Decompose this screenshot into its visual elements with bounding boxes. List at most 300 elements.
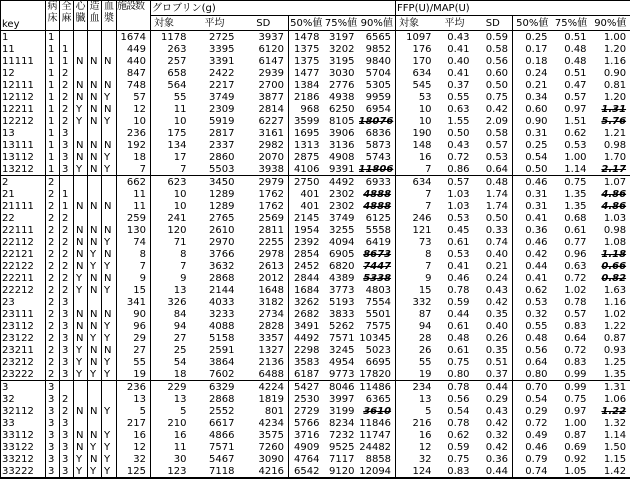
cell-key: 23111: [1, 308, 46, 320]
cell-globulin-sd: 3937: [239, 31, 289, 44]
cell-globulin-mean: 2725: [191, 31, 239, 44]
cell-heart-flag: Y: [74, 115, 88, 127]
cell-ffp-p50: 0.60: [513, 103, 552, 115]
cell-ffp-sd: 1.74: [474, 200, 513, 212]
cell-ffp-mean: 1.55: [436, 115, 474, 127]
cell-ffp-p50: 0.55: [513, 320, 552, 332]
cell-heart-flag: N: [74, 405, 88, 417]
table-row: [1, 103, 630, 115]
cell-key: 13112: [1, 151, 46, 163]
cell-bed-class: 3: [46, 417, 60, 429]
cell-ffp-p50: 0.48: [513, 332, 552, 344]
cell-globulin-mean: 2144: [191, 284, 239, 296]
cell-hematopoiesis-flag: N: [88, 320, 102, 332]
cell-globulin-n: 123: [151, 465, 191, 478]
cell-globulin-p90: 5501: [359, 308, 396, 320]
cell-ffp-sd: 0.42: [474, 296, 513, 308]
cell-heart-flag: Y: [74, 368, 88, 381]
cell-bed-class: 1: [46, 151, 60, 163]
cell-globulin-n: 10: [151, 200, 191, 212]
cell-ffp-p90: 1.20: [591, 43, 630, 55]
cell-globulin-p50: 3599: [289, 115, 324, 127]
cell-globulin-p75: 8234: [324, 417, 359, 429]
cell-hematopoiesis-flag: Y: [88, 465, 102, 478]
cell-ffp-p90: 1.16: [591, 296, 630, 308]
cell-ffp-p90: 0.90: [591, 67, 630, 79]
cell-ffp-p90: 1.16: [591, 55, 630, 67]
cell-globulin-p90: 5023: [359, 344, 396, 356]
cell-globulin-p50: 2844: [289, 272, 324, 284]
cell-globulin-p90: 8673: [359, 248, 396, 260]
table-row: [1, 236, 630, 248]
cell-globulin-mean: 5919: [191, 115, 239, 127]
cell-ffp-p50: 0.64: [513, 356, 552, 368]
cell-globulin-n: 13: [151, 284, 191, 296]
cell-heart-flag: N: [74, 200, 88, 212]
cell-ffp-p50: 0.54: [513, 393, 552, 405]
cell-ffp-p90: 1.22: [591, 405, 630, 417]
table-row: [1, 127, 630, 139]
cell-globulin-n: 229: [151, 381, 191, 394]
cell-ffp-sd: 0.44: [474, 465, 513, 478]
cell-ffp-p50: 0.50: [513, 163, 552, 176]
cell-globulin-p75: 6905: [324, 248, 359, 260]
cell-plasma-flag: N: [102, 248, 117, 260]
cell-globulin-mean: 7602: [191, 368, 239, 381]
cell-plasma-flag: Y: [102, 260, 117, 272]
cell-globulin-p50: 2186: [289, 91, 324, 103]
cell-globulin-mean: 5158: [191, 332, 239, 344]
cell-key: 13: [1, 127, 46, 139]
cell-key: 33: [1, 417, 46, 429]
cell-facility-count: 11: [117, 200, 151, 212]
cell-hematopoiesis-flag: N: [88, 284, 102, 296]
cell-ffp-p50: 0.18: [513, 55, 552, 67]
cell-hematopoiesis-flag: N: [88, 453, 102, 465]
cell-plasma-flag: Y: [102, 284, 117, 296]
cell-ffp-sd: 0.59: [474, 31, 513, 44]
cell-heart-flag: N: [74, 91, 88, 103]
cell-globulin-mean: 4088: [191, 320, 239, 332]
cell-globulin-p75: 9525: [324, 441, 359, 453]
cell-bed-class: 2: [46, 272, 60, 284]
cell-ffp-p75: 0.87: [552, 429, 591, 441]
cell-ffp-sd: 0.57: [474, 139, 513, 151]
cell-anesthesia-flag: 3: [60, 139, 74, 151]
cell-ffp-p50: 0.32: [513, 308, 552, 320]
cell-anesthesia-flag: 3: [60, 163, 74, 176]
cell-ffp-p90: 0.66: [591, 260, 630, 272]
cell-hematopoiesis-flag: N: [88, 405, 102, 417]
cell-ffp-mean: 0.55: [436, 91, 474, 103]
cell-ffp-p50: 0.46: [513, 176, 552, 189]
cell-globulin-p75: 3833: [324, 308, 359, 320]
cell-ffp-p75: 0.83: [552, 320, 591, 332]
cell-ffp-p90: 1.21: [591, 127, 630, 139]
cell-ffp-sd: 0.42: [474, 417, 513, 429]
table-row: [1, 332, 630, 344]
cell-ffp-n: 246: [396, 212, 436, 224]
table-row: [1, 441, 630, 453]
cell-anesthesia-flag: [60, 176, 74, 189]
cell-globulin-p75: 4954: [324, 356, 359, 368]
cell-bed-class: 2: [46, 236, 60, 248]
cell-facility-count: 13: [117, 393, 151, 405]
cell-ffp-p75: 1.02: [552, 284, 591, 296]
cell-facility-count: 19: [117, 368, 151, 381]
cell-heart-flag: N: [74, 308, 88, 320]
cell-heart-flag: Y: [74, 344, 88, 356]
cell-bed-class: 1: [46, 103, 60, 115]
cell-ffp-p75: 0.78: [552, 296, 591, 308]
cell-ffp-p75: 0.69: [552, 441, 591, 453]
cell-ffp-p75: 0.99: [552, 381, 591, 394]
cell-bed-class: 2: [46, 188, 60, 200]
cell-plasma-flag: Y: [102, 405, 117, 417]
cell-globulin-p50: 401: [289, 200, 324, 212]
cell-heart-flag: N: [74, 139, 88, 151]
cell-globulin-sd: 3357: [239, 332, 289, 344]
cell-globulin-n: 54: [151, 356, 191, 368]
cell-key: 22: [1, 212, 46, 224]
cell-hematopoiesis-flag: [88, 381, 102, 394]
table-row: [1, 31, 630, 44]
cell-ffp-p90: 1.50: [591, 441, 630, 453]
cell-globulin-mean: 2868: [191, 272, 239, 284]
cell-hematopoiesis-flag: Y: [88, 368, 102, 381]
cell-globulin-sd: 4224: [239, 381, 289, 394]
cell-ffp-p75: 0.68: [552, 212, 591, 224]
cell-bed-class: 2: [46, 224, 60, 236]
cell-bed-class: 1: [46, 67, 60, 79]
cell-globulin-n: 55: [151, 91, 191, 103]
cell-globulin-n: 11: [151, 441, 191, 453]
cell-anesthesia-flag: 1: [60, 188, 74, 200]
cell-globulin-p75: 6820: [324, 260, 359, 272]
cell-globulin-p75: 5262: [324, 320, 359, 332]
cell-globulin-mean: 2591: [191, 344, 239, 356]
cell-globulin-n: 326: [151, 296, 191, 308]
cell-anesthesia-flag: 2: [60, 67, 74, 79]
table-row: [1, 91, 630, 103]
cell-anesthesia-flag: 3: [60, 417, 74, 429]
table-row: [1, 248, 630, 260]
cell-globulin-p75: 5193: [324, 296, 359, 308]
cell-ffp-n: 216: [396, 417, 436, 429]
cell-globulin-p75: 3749: [324, 212, 359, 224]
cell-globulin-mean: 3749: [191, 91, 239, 103]
cell-globulin-mean: 1289: [191, 200, 239, 212]
cell-bed-class: 2: [46, 368, 60, 381]
cell-globulin-sd: 2939: [239, 67, 289, 79]
cell-bed-class: 2: [46, 308, 60, 320]
cell-globulin-p50: 1695: [289, 127, 324, 139]
table-row: [1, 296, 630, 308]
cell-globulin-p75: 3773: [324, 284, 359, 296]
header-heart: 心臓: [74, 1, 88, 31]
cell-globulin-p90: 6419: [359, 236, 396, 248]
cell-globulin-p50: 3583: [289, 356, 324, 368]
cell-key: 22211: [1, 272, 46, 284]
cell-ffp-p50: 0.46: [513, 236, 552, 248]
cell-globulin-n: 1178: [151, 31, 191, 44]
cell-ffp-p75: 0.57: [552, 308, 591, 320]
cell-key: 12112: [1, 91, 46, 103]
cell-bed-class: 2: [46, 284, 60, 296]
cell-globulin-sd: 2734: [239, 308, 289, 320]
cell-globulin-n: 241: [151, 212, 191, 224]
cell-facility-count: 9: [117, 272, 151, 284]
cell-ffp-n: 26: [396, 344, 436, 356]
cell-globulin-n: 71: [151, 236, 191, 248]
cell-ffp-sd: 0.35: [474, 308, 513, 320]
cell-globulin-sd: 6488: [239, 368, 289, 381]
cell-globulin-p50: 2530: [289, 393, 324, 405]
cell-anesthesia-flag: 2: [60, 284, 74, 296]
table-row: [1, 67, 630, 79]
cell-ffp-n: 87: [396, 308, 436, 320]
cell-ffp-p50: 0.25: [513, 139, 552, 151]
cell-facility-count: 16: [117, 429, 151, 441]
cell-globulin-p75: 6250: [324, 103, 359, 115]
cell-ffp-mean: 0.37: [436, 79, 474, 91]
cell-globulin-n: 120: [151, 224, 191, 236]
cell-hematopoiesis-flag: N: [88, 344, 102, 356]
cell-facility-count: 341: [117, 296, 151, 308]
cell-bed-class: 1: [46, 127, 60, 139]
cell-globulin-sd: 2012: [239, 272, 289, 284]
cell-heart-flag: [74, 296, 88, 308]
cell-globulin-p90: 9840: [359, 55, 396, 67]
cell-globulin-p90: 5338: [359, 272, 396, 284]
cell-globulin-sd: 1819: [239, 393, 289, 405]
cell-ffp-mean: 0.63: [436, 103, 474, 115]
cell-anesthesia-flag: 2: [60, 224, 74, 236]
cell-facility-count: 125: [117, 465, 151, 478]
cell-globulin-n: 263: [151, 43, 191, 55]
cell-bed-class: 2: [46, 356, 60, 368]
cell-globulin-p90: 4888: [359, 188, 396, 200]
cell-ffp-mean: 0.61: [436, 344, 474, 356]
header-anesthesia: 全麻: [60, 1, 74, 31]
cell-hematopoiesis-flag: [88, 43, 102, 55]
cell-ffp-mean: 0.44: [436, 308, 474, 320]
cell-hematopoiesis-flag: N: [88, 356, 102, 368]
cell-plasma-flag: Y: [102, 453, 117, 465]
cell-ffp-sd: 0.24: [474, 272, 513, 284]
cell-facility-count: 1674: [117, 31, 151, 44]
cell-anesthesia-flag: 1: [60, 200, 74, 212]
cell-bed-class: 2: [46, 248, 60, 260]
cell-ffp-p90: 1.22: [591, 320, 630, 332]
cell-ffp-p50: 0.17: [513, 43, 552, 55]
cell-key: 12111: [1, 79, 46, 91]
cell-ffp-n: 190: [396, 127, 436, 139]
table-row: [1, 115, 630, 127]
table-row: [1, 356, 630, 368]
cell-bed-class: 3: [46, 393, 60, 405]
cell-key: 21: [1, 188, 46, 200]
cell-bed-class: 3: [46, 441, 60, 453]
cell-heart-flag: [74, 176, 88, 189]
cell-key: 23: [1, 296, 46, 308]
cell-anesthesia-flag: 2: [60, 91, 74, 103]
cell-globulin-p75: 7232: [324, 429, 359, 441]
cell-plasma-flag: N: [102, 103, 117, 115]
cell-ffp-n: 15: [396, 284, 436, 296]
cell-anesthesia-flag: 3: [60, 127, 74, 139]
cell-globulin-mean: 2552: [191, 405, 239, 417]
cell-ffp-p75: 0.61: [552, 224, 591, 236]
cell-globulin-n: 7: [151, 260, 191, 272]
cell-anesthesia-flag: 2: [60, 248, 74, 260]
cell-bed-class: 2: [46, 200, 60, 212]
cell-heart-flag: N: [74, 441, 88, 453]
cell-globulin-p90: 6365: [359, 393, 396, 405]
cell-ffp-n: 7: [396, 188, 436, 200]
cell-globulin-p75: 3030: [324, 67, 359, 79]
cell-globulin-n: 5: [151, 405, 191, 417]
cell-key: 2: [1, 176, 46, 189]
cell-bed-class: 1: [46, 79, 60, 91]
cell-key: 12212: [1, 115, 46, 127]
cell-key: 23112: [1, 320, 46, 332]
cell-globulin-p75: 4938: [324, 91, 359, 103]
cell-key: 23122: [1, 332, 46, 344]
cell-globulin-p90: 6125: [359, 212, 396, 224]
cell-ffp-n: 545: [396, 79, 436, 91]
table-row: [1, 200, 630, 212]
table-body: [1, 31, 630, 479]
cell-anesthesia-flag: 2: [60, 103, 74, 115]
cell-hematopoiesis-flag: N: [88, 272, 102, 284]
cell-ffp-p90: 0.98: [591, 139, 630, 151]
cell-bed-class: 2: [46, 212, 60, 224]
cell-facility-count: 32: [117, 453, 151, 465]
cell-globulin-sd: 2814: [239, 103, 289, 115]
cell-globulin-p50: 6542: [289, 465, 324, 478]
cell-ffp-p75: 0.77: [552, 236, 591, 248]
cell-globulin-p75: 2776: [324, 79, 359, 91]
cell-globulin-n: 94: [151, 320, 191, 332]
cell-globulin-mean: 2217: [191, 79, 239, 91]
cell-globulin-p75: 9773: [324, 368, 359, 381]
cell-ffp-p50: 0.31: [513, 127, 552, 139]
cell-ffp-p50: 0.25: [513, 31, 552, 44]
cell-anesthesia-flag: 3: [60, 151, 74, 163]
cell-globulin-p90: 9959: [359, 91, 396, 103]
cell-ffp-sd: 0.64: [474, 163, 513, 176]
table-row: [1, 284, 630, 296]
cell-globulin-p90: 12094: [359, 465, 396, 478]
cell-facility-count: 217: [117, 417, 151, 429]
cell-plasma-flag: N: [102, 224, 117, 236]
cell-ffp-p75: 0.99: [552, 368, 591, 381]
cell-plasma-flag: Y: [102, 236, 117, 248]
cell-ffp-p50: 0.72: [513, 417, 552, 429]
cell-hematopoiesis-flag: N: [88, 163, 102, 176]
cell-ffp-mean: 0.57: [436, 176, 474, 189]
cell-ffp-p75: 0.72: [552, 344, 591, 356]
cell-bed-class: 2: [46, 320, 60, 332]
table-row: [1, 344, 630, 356]
cell-globulin-sd: 2982: [239, 139, 289, 151]
cell-ffp-n: 170: [396, 55, 436, 67]
cell-ffp-p75: 0.48: [552, 43, 591, 55]
cell-ffp-p90: 1.31: [591, 103, 630, 115]
cell-ffp-n: 148: [396, 139, 436, 151]
table-row: [1, 176, 630, 189]
cell-globulin-p75: 4389: [324, 272, 359, 284]
cell-key: 12211: [1, 103, 46, 115]
table-row: [1, 212, 630, 224]
cell-globulin-mean: 6617: [191, 417, 239, 429]
cell-globulin-p90: 18076: [359, 115, 396, 127]
cell-heart-flag: Y: [74, 272, 88, 284]
cell-key: 12: [1, 67, 46, 79]
cell-globulin-sd: 7260: [239, 441, 289, 453]
cell-plasma-flag: [102, 188, 117, 200]
cell-facility-count: 130: [117, 224, 151, 236]
cell-plasma-flag: N: [102, 272, 117, 284]
cell-globulin-mean: 4033: [191, 296, 239, 308]
cell-ffp-p90: 0.81: [591, 79, 630, 91]
cell-ffp-p50: 0.56: [513, 344, 552, 356]
cell-ffp-sd: 0.35: [474, 344, 513, 356]
cell-anesthesia-flag: 2: [60, 405, 74, 417]
cell-ffp-n: 9: [396, 272, 436, 284]
cell-ffp-p75: 0.92: [552, 453, 591, 465]
cell-globulin-sd: 1762: [239, 188, 289, 200]
cell-ffp-p50: 0.42: [513, 248, 552, 260]
cell-anesthesia-flag: 2: [60, 115, 74, 127]
cell-globulin-mean: 2765: [191, 212, 239, 224]
cell-ffp-p50: 0.31: [513, 200, 552, 212]
cell-facility-count: 57: [117, 91, 151, 103]
cell-key: 21111: [1, 200, 46, 212]
cell-ffp-n: 5: [396, 405, 436, 417]
cell-heart-flag: N: [74, 320, 88, 332]
cell-globulin-n: 13: [151, 393, 191, 405]
cell-plasma-flag: Y: [102, 332, 117, 344]
table-row: [1, 368, 630, 381]
cell-ffp-mean: 0.50: [436, 127, 474, 139]
cell-globulin-p75: 7571: [324, 332, 359, 344]
table-row: [1, 188, 630, 200]
cell-anesthesia-flag: 3: [60, 356, 74, 368]
cell-globulin-sd: 4216: [239, 465, 289, 478]
cell-heart-flag: N: [74, 429, 88, 441]
cell-key: 32112: [1, 405, 46, 417]
cell-key: 22112: [1, 236, 46, 248]
cell-globulin-p75: 3906: [324, 127, 359, 139]
cell-ffp-p50: 0.31: [513, 188, 552, 200]
cell-globulin-mean: 3864: [191, 356, 239, 368]
cell-plasma-flag: Y: [102, 320, 117, 332]
cell-anesthesia-flag: [60, 381, 74, 394]
cell-ffp-p50: 0.36: [513, 224, 552, 236]
cell-globulin-mean: 3450: [191, 176, 239, 189]
cell-anesthesia-flag: 1: [60, 55, 74, 67]
cell-ffp-p50: 0.79: [513, 453, 552, 465]
cell-plasma-flag: Y: [102, 429, 117, 441]
cell-globulin-n: 658: [151, 67, 191, 79]
cell-globulin-p75: 4094: [324, 236, 359, 248]
cell-ffp-n: 634: [396, 67, 436, 79]
cell-globulin-mean: 1289: [191, 188, 239, 200]
cell-plasma-flag: [102, 176, 117, 189]
cell-globulin-mean: 2610: [191, 224, 239, 236]
